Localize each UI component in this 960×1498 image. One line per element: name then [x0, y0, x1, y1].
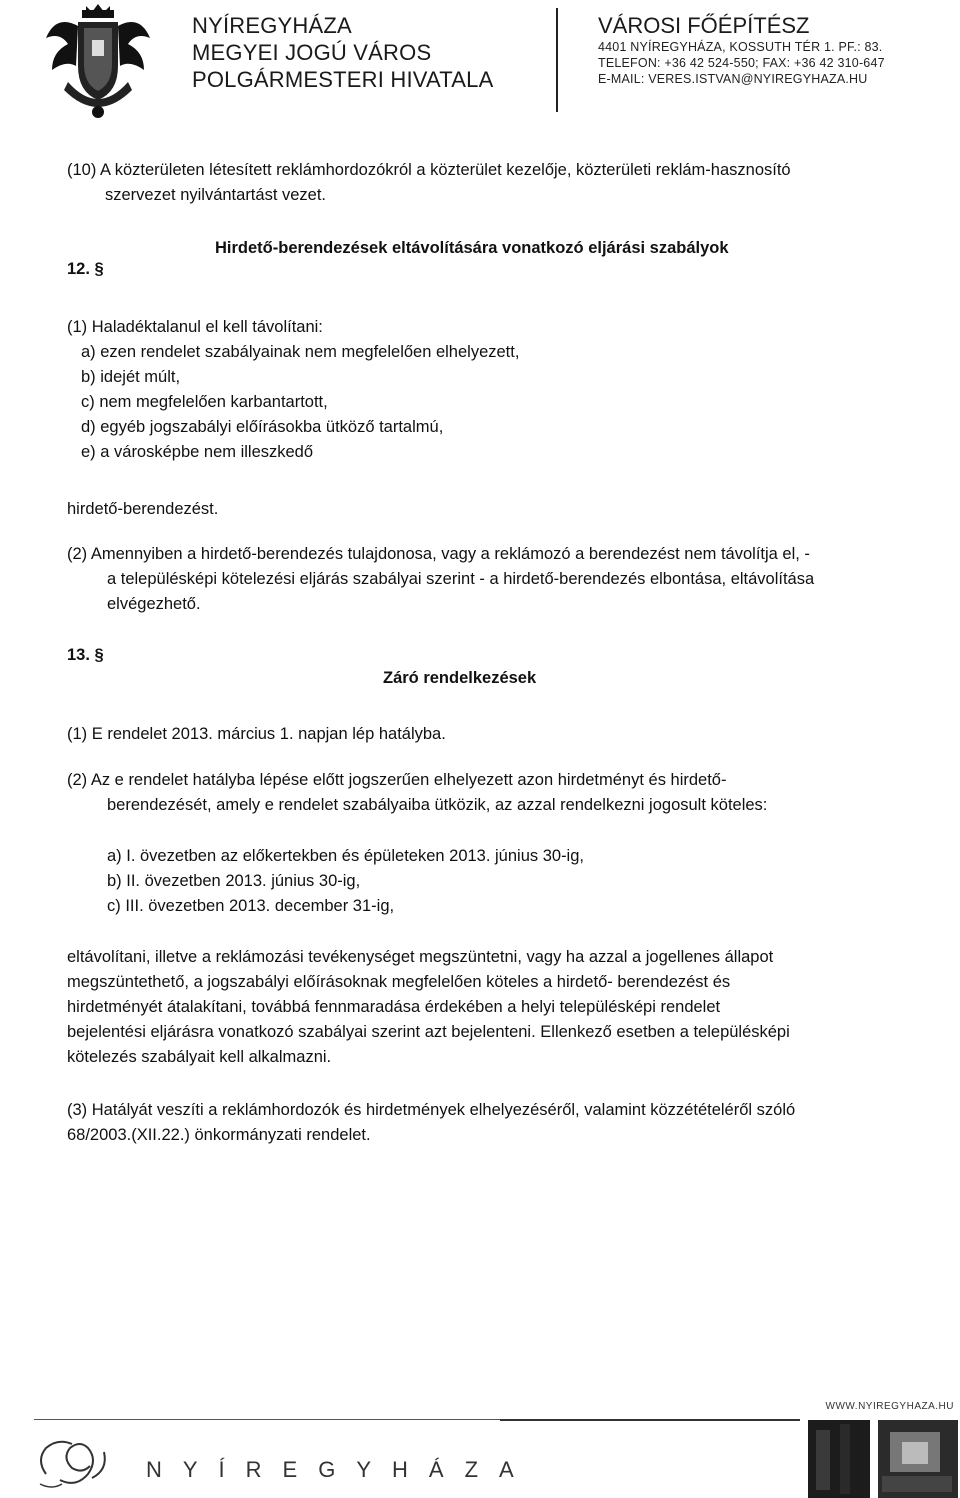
section-13-paragraph-1: (1) E rendelet 2013. március 1. napjan lép hatályba.: [67, 725, 446, 743]
list-item: c) nem megfelelően karbantartott,: [81, 393, 328, 411]
footer-rule-left: [34, 1419, 514, 1420]
header-divider: [556, 8, 558, 112]
paragraph-line: elvégezhető.: [107, 595, 201, 613]
list-item: a) ezen rendelet szabályainak nem megfelelően elhelyezett,: [81, 343, 520, 361]
paragraph-line: (10) A közterületen létesített reklámhordozókról a közterület kezelője, közterületi reklám-hasznosító: [67, 161, 791, 179]
list-item: b) II. övezetben 2013. június 30-ig,: [107, 872, 361, 890]
paragraph-tail: hirdető-berendezést.: [67, 500, 219, 518]
paragraph-line: megszüntethető, a jogszabályi előírásoknak megfelelően köteles a hirdető- berendezést és: [67, 973, 731, 991]
section-12-number: 12. §: [67, 260, 104, 278]
city-coat-of-arms-logo: [38, 4, 158, 122]
paragraph-line: eltávolítani, illetve a reklámozási tevékenységet megszüntetni, vagy ha azzal a jogellenes állapot: [67, 948, 774, 966]
paragraph-10: [67, 158, 791, 208]
office-title: VÁROSI FŐÉPÍTÉSZ: [598, 13, 810, 38]
issuer-name: [192, 12, 493, 93]
list-item: b) idejét múlt,: [81, 368, 181, 386]
paragraph-line: bejelentési eljárásra vonatkozó szabályai szerint azt bejelenteni. Ellenkező esetben a településképi: [67, 1023, 790, 1041]
paragraph-line: a településképi kötelezési eljárás szabályai szerint - a hirdető-berendezés elbontása, eltávolítása: [107, 570, 815, 588]
paragraph-intro: (1) Haladéktalanul el kell távolítani:: [67, 318, 323, 336]
section-12-paragraph-2: [67, 542, 814, 617]
section-12-paragraph-1: [67, 315, 519, 465]
paragraph-line: (2) Az e rendelet hatályba lépése előtt jogszerűen elhelyezett azon hirdetményt és hirdető-: [67, 771, 727, 789]
office-phone-fax: TELEFON: +36 42 524-550; FAX: +36 42 310-647: [598, 56, 885, 70]
section-13-number: 13. §: [67, 646, 104, 664]
section-13-paragraph-2: [67, 768, 893, 818]
footer-website: WWW.NYIREGYHAZA.HU: [825, 1401, 954, 1412]
paragraph-line: szervezet nyilvántartást vezet.: [105, 186, 327, 204]
issuer-name-line: MEGYEI JOGÚ VÁROS: [192, 40, 432, 65]
list-item: d) egyéb jogszabályi előírásokba ütköző tartalmú,: [81, 418, 444, 436]
list-item: c) III. övezetben 2013. december 31-ig,: [107, 897, 395, 915]
item-list: [67, 340, 519, 465]
paragraph-line: (2) Amennyiben a hirdető-berendezés tulajdonosa, vagy a reklámozó a berendezést nem távolítja el, -: [67, 545, 810, 563]
list-item: a) I. övezetben az előkertekben és épületeken 2013. június 30-ig,: [107, 847, 584, 865]
footer-swirl-logo: [32, 1434, 122, 1490]
section-13-paragraph-3: [67, 1098, 795, 1148]
footer-coat-of-arms-image: [808, 1420, 958, 1498]
issuer-name-line: POLGÁRMESTERI HIVATALA: [192, 67, 494, 92]
office-email: E-MAIL: VERES.ISTVAN@NYIREGYHAZA.HU: [598, 72, 868, 86]
paragraph-line: berendezését, amely e rendelet szabályaiba ütközik, az azzal rendelkezni jogosult köteles:: [107, 796, 768, 814]
section-12-title: Hirdető-berendezések eltávolítására vonatkozó eljárási szabályok: [215, 239, 729, 257]
office-contact-block: [598, 12, 885, 87]
issuer-name-line: NYÍREGYHÁZA: [192, 13, 352, 38]
office-address: 4401 NYÍREGYHÁZA, KOSSUTH TÉR 1. PF.: 83.: [598, 40, 883, 54]
paragraph-line: (3) Hatályát veszíti a reklámhordozók és hirdetmények elhelyezéséről, valamint közzétételéről szóló: [67, 1101, 796, 1119]
paragraph-line: kötelezés szabályait kell alkalmazni.: [67, 1048, 332, 1066]
paragraph-line: hirdetményét átalakítani, továbbá fennmaradása érdekében a helyi településképi rendelet: [67, 998, 721, 1016]
section-13-paragraph-2-tail: [67, 945, 790, 1070]
list-item: e) a városképbe nem illeszkedő: [81, 443, 314, 461]
footer-rule-right: [500, 1419, 800, 1421]
section-13-title: Záró rendelkezések: [383, 669, 537, 687]
paragraph-line: 68/2003.(XII.22.) önkormányzati rendelet.: [67, 1126, 371, 1144]
footer-brand-wordmark: NYÍREGYHÁZA: [146, 1457, 535, 1482]
deadline-list: [107, 844, 584, 919]
